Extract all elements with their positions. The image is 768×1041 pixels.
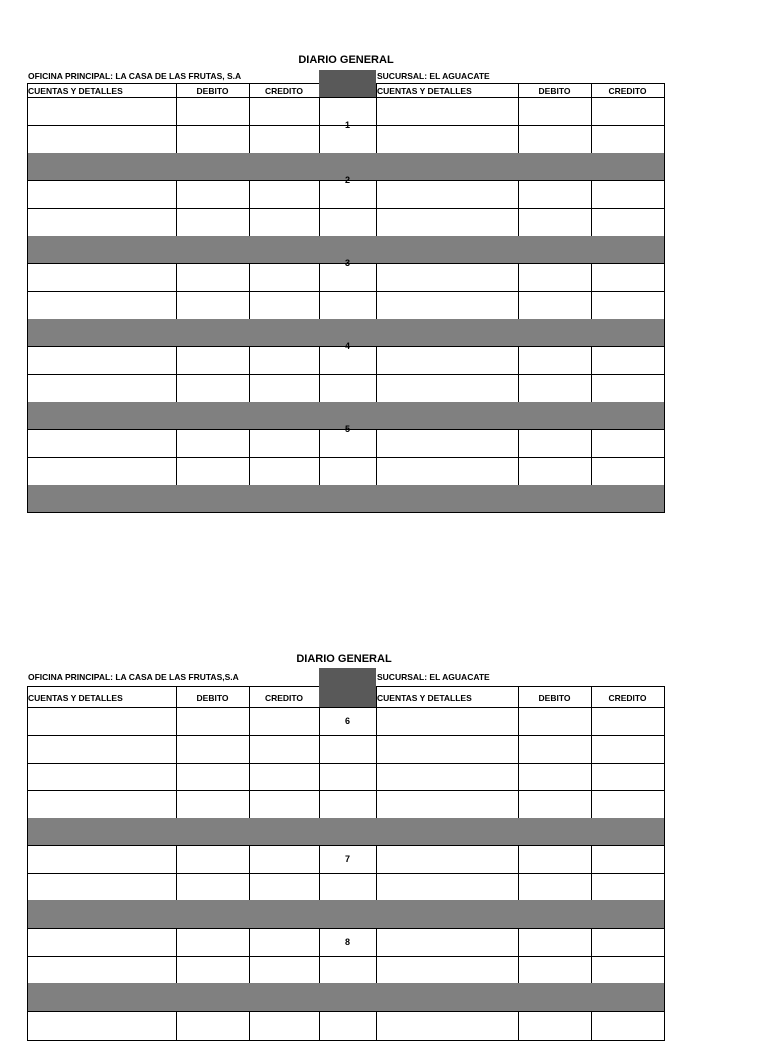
main-office-header: OFICINA PRINCIPAL: LA CASA DE LAS FRUTAS, S.A — [28, 71, 242, 81]
credit-cell[interactable] — [591, 457, 665, 486]
account-detail-cell[interactable] — [376, 125, 519, 154]
separator-cell — [27, 818, 177, 846]
credit-cell[interactable] — [591, 97, 665, 126]
separator-cell — [518, 236, 592, 264]
account-detail-cell[interactable] — [27, 374, 177, 403]
separator-cell — [176, 900, 250, 929]
credit-cell[interactable] — [249, 263, 320, 292]
debit-cell[interactable] — [518, 873, 592, 901]
account-detail-cell[interactable] — [376, 790, 519, 819]
debit-cell[interactable] — [518, 928, 592, 957]
credit-cell[interactable] — [591, 928, 665, 957]
credit-cell[interactable] — [249, 180, 320, 209]
account-detail-cell[interactable] — [376, 180, 519, 209]
account-detail-cell[interactable] — [376, 845, 519, 874]
credit-cell[interactable] — [249, 873, 320, 901]
debit-cell[interactable] — [176, 845, 250, 874]
entry-number: 5 — [344, 424, 351, 434]
debit-cell[interactable] — [518, 790, 592, 819]
separator-cell — [518, 900, 592, 929]
entry-number-cell — [319, 1011, 377, 1041]
separator-cell — [518, 153, 592, 181]
separator-cell — [27, 485, 177, 513]
credit-cell[interactable] — [249, 845, 320, 874]
branch-header: SUCURSAL: EL AGUACATE — [377, 71, 490, 81]
debit-cell[interactable] — [176, 429, 250, 458]
entry-number-cell — [319, 763, 377, 791]
debit-cell[interactable] — [518, 1011, 592, 1041]
account-detail-cell[interactable] — [27, 208, 177, 237]
separator-cell — [518, 983, 592, 1012]
debit-cell[interactable] — [176, 97, 250, 126]
separator-cell — [591, 236, 665, 264]
credit-cell[interactable] — [591, 180, 665, 209]
entry-number: 3 — [344, 258, 351, 268]
separator-cell — [376, 153, 519, 181]
credit-cell[interactable] — [591, 346, 665, 375]
column-header-accounts: CUENTAS Y DETALLES — [377, 86, 472, 96]
column-header-credit: CREDITO — [608, 86, 647, 96]
credit-cell[interactable] — [591, 735, 665, 764]
credit-cell[interactable] — [591, 790, 665, 819]
separator-cell — [249, 900, 320, 929]
credit-cell[interactable] — [591, 873, 665, 901]
credit-cell[interactable] — [249, 97, 320, 126]
main-office-header: OFICINA PRINCIPAL: LA CASA DE LAS FRUTAS,S.A — [28, 672, 239, 682]
credit-cell[interactable] — [591, 845, 665, 874]
account-detail-cell[interactable] — [376, 429, 519, 458]
separator-cell — [319, 818, 377, 846]
separator-cell — [591, 319, 665, 347]
debit-cell[interactable] — [176, 208, 250, 237]
debit-cell[interactable] — [518, 346, 592, 375]
debit-cell[interactable] — [518, 291, 592, 320]
entry-number-cell — [319, 790, 377, 819]
debit-cell[interactable] — [176, 928, 250, 957]
separator-cell — [249, 402, 320, 430]
entry-number-cell — [319, 873, 377, 901]
debit-cell[interactable] — [176, 873, 250, 901]
account-detail-cell[interactable] — [27, 707, 177, 736]
debit-cell[interactable] — [176, 374, 250, 403]
credit-cell[interactable] — [591, 763, 665, 791]
account-detail-cell[interactable] — [376, 928, 519, 957]
separator-cell — [319, 900, 377, 929]
separator-cell — [376, 818, 519, 846]
debit-cell[interactable] — [176, 735, 250, 764]
entry-number-cell — [319, 291, 377, 320]
column-header-cell — [319, 83, 377, 98]
separator-cell — [176, 236, 250, 264]
account-detail-cell[interactable] — [27, 125, 177, 154]
separator-cell — [176, 319, 250, 347]
debit-cell[interactable] — [176, 346, 250, 375]
separator-cell — [518, 319, 592, 347]
debit-cell[interactable] — [518, 374, 592, 403]
entry-number: 8 — [344, 937, 351, 947]
debit-cell[interactable] — [176, 763, 250, 791]
account-detail-cell[interactable] — [27, 790, 177, 819]
separator-cell — [27, 983, 177, 1012]
separator-cell — [249, 236, 320, 264]
credit-cell[interactable] — [249, 291, 320, 320]
debit-cell[interactable] — [518, 208, 592, 237]
column-header-accounts: CUENTAS Y DETALLES — [377, 692, 472, 703]
entry-number-cell — [319, 374, 377, 403]
account-detail-cell[interactable] — [376, 457, 519, 486]
account-detail-cell[interactable] — [27, 928, 177, 957]
entry-number: 6 — [344, 716, 351, 726]
separator-cell — [27, 319, 177, 347]
entry-number-cell — [319, 956, 377, 984]
account-detail-cell[interactable] — [27, 180, 177, 209]
credit-cell[interactable] — [591, 1011, 665, 1041]
account-detail-cell[interactable] — [27, 263, 177, 292]
account-detail-cell[interactable] — [376, 263, 519, 292]
separator-cell — [249, 983, 320, 1012]
account-detail-cell[interactable] — [376, 291, 519, 320]
debit-cell[interactable] — [518, 845, 592, 874]
entry-number: 1 — [344, 120, 351, 130]
account-detail-cell[interactable] — [376, 1011, 519, 1041]
entry-number: 2 — [344, 175, 351, 185]
account-detail-cell[interactable] — [27, 956, 177, 984]
separator-cell — [27, 153, 177, 181]
credit-cell[interactable] — [591, 208, 665, 237]
separator-cell — [27, 236, 177, 264]
separator-cell — [176, 402, 250, 430]
separator-cell — [249, 153, 320, 181]
separator-cell — [176, 485, 250, 513]
credit-cell[interactable] — [249, 928, 320, 957]
account-detail-cell[interactable] — [27, 457, 177, 486]
debit-cell[interactable] — [518, 735, 592, 764]
column-header-accounts: CUENTAS Y DETALLES — [28, 692, 123, 703]
credit-cell[interactable] — [249, 429, 320, 458]
debit-cell[interactable] — [176, 707, 250, 736]
credit-cell[interactable] — [249, 208, 320, 237]
debit-cell[interactable] — [176, 790, 250, 819]
column-header-debit: DEBITO — [196, 692, 229, 703]
debit-cell[interactable] — [176, 180, 250, 209]
separator-cell — [591, 402, 665, 430]
account-detail-cell[interactable] — [27, 97, 177, 126]
separator-cell — [27, 900, 177, 929]
column-header-debit: DEBITO — [196, 86, 229, 96]
account-detail-cell[interactable] — [27, 429, 177, 458]
credit-cell[interactable] — [249, 1011, 320, 1041]
separator-cell — [591, 983, 665, 1012]
account-detail-cell[interactable] — [376, 208, 519, 237]
account-detail-cell[interactable] — [376, 97, 519, 126]
debit-cell[interactable] — [176, 125, 250, 154]
account-detail-cell[interactable] — [27, 873, 177, 901]
branch-header: SUCURSAL: EL AGUACATE — [377, 672, 490, 682]
separator-cell — [249, 818, 320, 846]
separator-cell — [518, 402, 592, 430]
account-detail-cell[interactable] — [27, 845, 177, 874]
debit-cell[interactable] — [518, 180, 592, 209]
account-detail-cell[interactable] — [376, 346, 519, 375]
account-detail-cell[interactable] — [376, 707, 519, 736]
debit-cell[interactable] — [518, 125, 592, 154]
column-header-debit: DEBITO — [538, 692, 571, 703]
account-detail-cell[interactable] — [27, 735, 177, 764]
separator-cell — [319, 983, 377, 1012]
separator-cell — [176, 818, 250, 846]
debit-cell[interactable] — [176, 263, 250, 292]
separator-cell — [591, 153, 665, 181]
credit-cell[interactable] — [249, 707, 320, 736]
account-detail-cell[interactable] — [27, 346, 177, 375]
column-header-cell — [319, 686, 377, 708]
entry-number: 4 — [344, 341, 351, 351]
credit-cell[interactable] — [591, 707, 665, 736]
debit-cell[interactable] — [176, 1011, 250, 1041]
credit-cell[interactable] — [591, 429, 665, 458]
credit-cell[interactable] — [249, 457, 320, 486]
journal-title: DIARIO GENERAL — [298, 54, 394, 66]
column-header-debit: DEBITO — [538, 86, 571, 96]
debit-cell[interactable] — [518, 956, 592, 984]
credit-cell[interactable] — [591, 263, 665, 292]
credit-cell[interactable] — [249, 346, 320, 375]
separator-cell — [591, 818, 665, 846]
debit-cell[interactable] — [518, 97, 592, 126]
entry-number-cell — [319, 208, 377, 237]
separator-cell — [518, 818, 592, 846]
column-header-credit: CREDITO — [264, 86, 304, 96]
separator-cell — [518, 485, 592, 513]
separator-cell — [591, 900, 665, 929]
debit-cell[interactable] — [518, 429, 592, 458]
entry-number-cell — [319, 735, 377, 764]
account-detail-cell[interactable] — [376, 374, 519, 403]
entry-number: 7 — [344, 854, 351, 864]
separator-cell — [591, 485, 665, 513]
account-detail-cell[interactable] — [376, 873, 519, 901]
journal-title: DIARIO GENERAL — [296, 653, 392, 665]
separator-cell — [249, 485, 320, 513]
column-header-credit: CREDITO — [264, 692, 304, 703]
credit-cell[interactable] — [591, 291, 665, 320]
debit-cell[interactable] — [518, 763, 592, 791]
credit-cell[interactable] — [249, 790, 320, 819]
column-header-accounts: CUENTAS Y DETALLES — [28, 86, 123, 96]
debit-cell[interactable] — [176, 457, 250, 486]
separator-cell — [376, 319, 519, 347]
account-detail-cell[interactable] — [27, 763, 177, 791]
account-detail-cell[interactable] — [376, 956, 519, 984]
account-detail-cell[interactable] — [376, 735, 519, 764]
credit-cell[interactable] — [591, 374, 665, 403]
account-detail-cell[interactable] — [27, 1011, 177, 1041]
separator-cell — [376, 900, 519, 929]
debit-cell[interactable] — [518, 707, 592, 736]
account-detail-cell[interactable] — [376, 763, 519, 791]
credit-cell[interactable] — [249, 956, 320, 984]
column-header-credit: CREDITO — [608, 692, 647, 703]
separator-cell — [376, 983, 519, 1012]
credit-cell[interactable] — [249, 735, 320, 764]
debit-cell[interactable] — [176, 291, 250, 320]
credit-cell[interactable] — [249, 763, 320, 791]
separator-cell — [376, 485, 519, 513]
credit-cell[interactable] — [591, 125, 665, 154]
separator-cell — [249, 319, 320, 347]
debit-cell[interactable] — [176, 956, 250, 984]
credit-cell[interactable] — [249, 374, 320, 403]
separator-cell — [176, 153, 250, 181]
separator-cell — [176, 983, 250, 1012]
separator-cell — [376, 402, 519, 430]
credit-cell[interactable] — [591, 956, 665, 984]
credit-cell[interactable] — [249, 125, 320, 154]
separator-cell — [376, 236, 519, 264]
debit-cell[interactable] — [518, 457, 592, 486]
account-detail-cell[interactable] — [27, 291, 177, 320]
debit-cell[interactable] — [518, 263, 592, 292]
separator-cell — [319, 485, 377, 513]
entry-number-cell — [319, 457, 377, 486]
separator-cell — [27, 402, 177, 430]
